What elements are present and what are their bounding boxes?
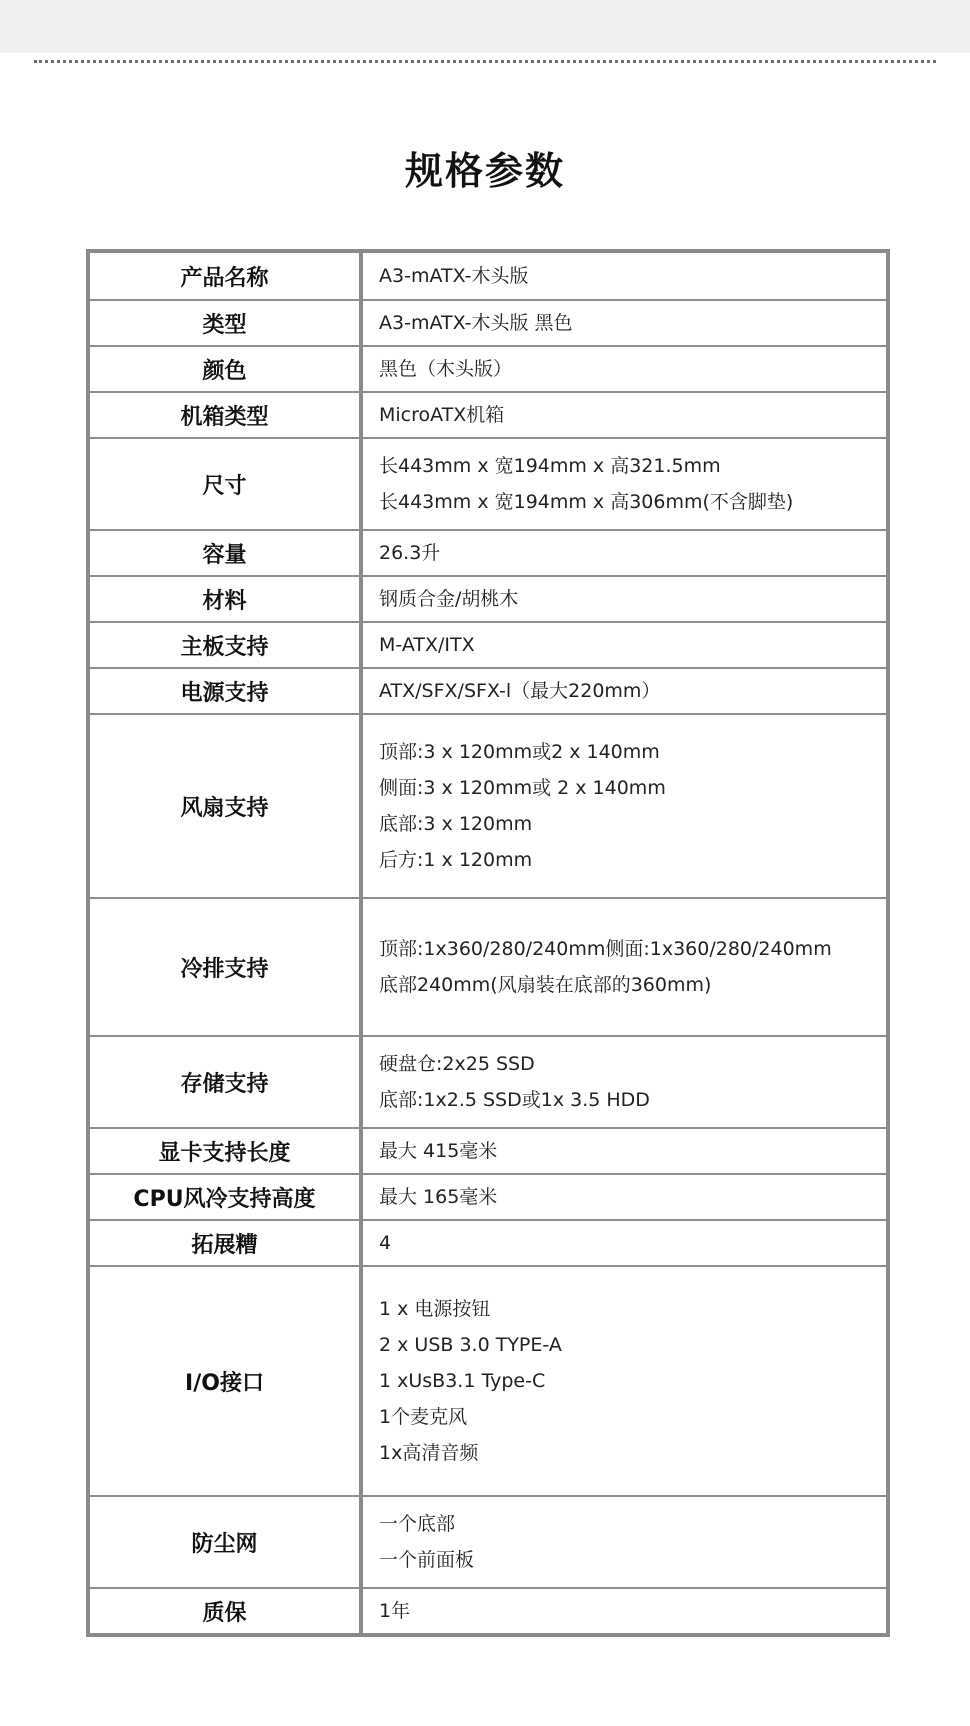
spec-value [363,531,886,575]
spec-value-line: M-ATX/ITX [379,634,475,656]
spec-value-line: 后方:1 x 120mm [379,849,533,871]
spec-value [363,439,886,529]
spec-value [363,253,886,299]
spec-label: 质保 [90,1589,363,1633]
spec-value [363,1497,886,1587]
spec-value-line: MicroATX机箱 [379,404,505,426]
spec-row [90,621,886,667]
spec-value [363,1221,886,1265]
spec-label: 风扇支持 [90,715,363,897]
spec-value-line: 长443mm x 宽194mm x 高321.5mm [379,455,721,477]
spec-row [90,1495,886,1587]
spec-row [90,391,886,437]
spec-value [363,1267,886,1495]
spec-value-line: 1个麦克风 [379,1406,468,1428]
spec-value-line: 1x高清音频 [379,1442,479,1464]
spec-row [90,667,886,713]
top-band [0,0,970,53]
spec-value-line: 底部:1x2.5 SSD或1x 3.5 HDD [379,1089,650,1111]
spec-value [363,1037,886,1127]
spec-row [90,345,886,391]
spec-value-line: 1 x 电源按钮 [379,1298,491,1320]
spec-label: I/O接口 [90,1267,363,1495]
spec-value-line: 最大 165毫米 [379,1186,498,1208]
spec-row [90,1035,886,1127]
spec-value-line: 26.3升 [379,542,441,564]
spec-value [363,1129,886,1173]
spec-value-line: 1 xUsB3.1 Type-C [379,1370,546,1392]
spec-value-line: 硬盘仓:2x25 SSD [379,1053,535,1075]
spec-value [363,669,886,713]
spec-label: 主板支持 [90,623,363,667]
spec-label: 机箱类型 [90,393,363,437]
dotted-divider [34,60,936,63]
spec-value-line: 长443mm x 宽194mm x 高306mm(不含脚垫) [379,491,794,513]
spec-row [90,529,886,575]
spec-value [363,577,886,621]
spec-row [90,437,886,529]
spec-label: 类型 [90,301,363,345]
spec-row [90,575,886,621]
spec-label: CPU风冷支持高度 [90,1175,363,1219]
spec-label: 防尘网 [90,1497,363,1587]
spec-value-line: A3-mATX-木头版 黑色 [379,312,573,334]
spec-label: 颜色 [90,347,363,391]
spec-label: 尺寸 [90,439,363,529]
spec-value-line: 4 [379,1232,392,1254]
spec-value-line: 钢质合金/胡桃木 [379,588,519,610]
spec-value-line: 底部:3 x 120mm [379,813,533,835]
spec-value-line: 一个前面板 [379,1549,475,1571]
spec-label: 显卡支持长度 [90,1129,363,1173]
page-title: 规格参数 [404,149,565,193]
spec-value [363,623,886,667]
spec-row [90,253,886,299]
spec-value-line: 侧面:3 x 120mm或 2 x 140mm [379,777,666,799]
spec-label: 容量 [90,531,363,575]
spec-value [363,301,886,345]
spec-value-line: 最大 415毫米 [379,1140,498,1162]
spec-value-line: 一个底部 [379,1513,456,1535]
spec-value-line: 顶部:1x360/280/240mm侧面:1x360/280/240mm [379,938,832,960]
spec-value-line: A3-mATX-木头版 [379,265,529,287]
spec-value-line: 底部240mm(风扇装在底部的360mm) [379,974,712,996]
spec-value-line: 1年 [379,1600,411,1622]
spec-row [90,897,886,1035]
spec-value [363,1589,886,1633]
spec-value-line: 黑色（木头版） [379,358,513,380]
spec-value-line: 顶部:3 x 120mm或2 x 140mm [379,741,660,763]
spec-label: 拓展糟 [90,1221,363,1265]
spec-label: 电源支持 [90,669,363,713]
spec-value [363,393,886,437]
spec-row [90,1173,886,1219]
spec-row [90,1265,886,1495]
spec-row [90,713,886,897]
spec-row [90,1587,886,1633]
spec-value-line: 2 x USB 3.0 TYPE-A [379,1334,562,1356]
spec-value [363,347,886,391]
spec-value-line: ATX/SFX/SFX-l（最大220mm） [379,680,661,702]
spec-label: 产品名称 [90,253,363,299]
spec-label: 材料 [90,577,363,621]
spec-value [363,899,886,1035]
spec-row [90,1127,886,1173]
spec-label: 存储支持 [90,1037,363,1127]
spec-value [363,715,886,897]
spec-row [90,299,886,345]
spec-row [90,1219,886,1265]
spec-table [86,249,890,1637]
spec-value [363,1175,886,1219]
spec-label: 冷排支持 [90,899,363,1035]
